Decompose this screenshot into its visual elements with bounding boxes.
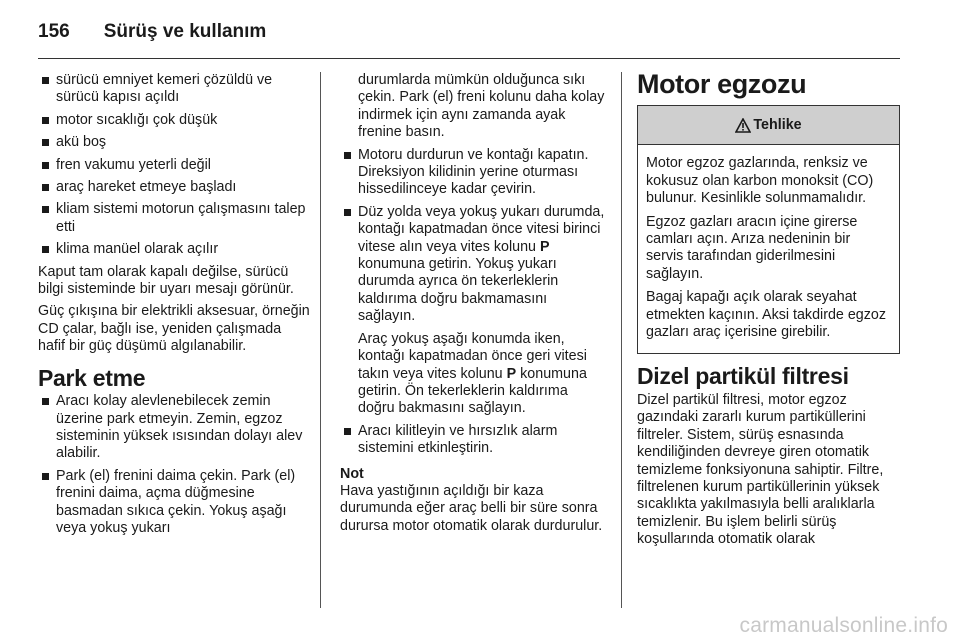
- list-item: motor sıcaklığı çok düşük: [38, 112, 310, 129]
- lock-list: [340, 423, 606, 458]
- list-item: kliam sistemi motorun çalışmasını talep etti: [38, 201, 310, 236]
- header-rule: [38, 58, 900, 59]
- bullet-icon: [344, 209, 351, 216]
- list-item: Aracı kilitleyin ve hırsızlık alarm sistemini etkinleştirin.: [340, 423, 606, 458]
- danger-warning-box: [637, 105, 900, 354]
- column-1: [38, 72, 310, 542]
- column-2: [340, 72, 606, 540]
- column-divider-2: [621, 72, 622, 608]
- gear-p-label: P: [540, 238, 550, 255]
- bullet-icon: [42, 162, 49, 169]
- warning-header: [638, 106, 899, 145]
- watermark: carmanualsonline.info: [739, 614, 948, 637]
- gear-p-label: P: [506, 365, 517, 382]
- bullet-icon: [42, 398, 49, 405]
- bullet-icon: [42, 473, 49, 480]
- power-outlet-paragraph: Güç çıkışına bir elektrikli aksesuar, örneğin CD çalar, bağlı ise, yeniden çalışmada hafif bir güç düşümü algılanabilir.: [38, 303, 310, 355]
- warning-label: Tehlike: [753, 116, 802, 133]
- column-divider-1: [320, 72, 321, 608]
- bullet-icon: [42, 246, 49, 253]
- warning-paragraph: Motor egzoz gazlarında, renksiz ve kokusuz olan karbon monoksit (CO) bulunur. Kesinlikle solunmamalıdır.: [646, 155, 874, 207]
- list-item: akü boş: [38, 134, 310, 151]
- bullet-icon: [42, 206, 49, 213]
- list-item: fren vakumu yeterli değil: [38, 157, 310, 174]
- hood-warning-paragraph: Kaput tam olarak kapalı değilse, sürücü bilgi sisteminde bir uyarı mesajı görünür.: [38, 263, 294, 298]
- note-text: Hava yastığının açıldığı bir kaza durumunda eğer araç belli bir süre sonra durursa motor otomatik olarak durdurulur.: [340, 482, 603, 534]
- bullet-icon: [42, 139, 49, 146]
- page-header: [38, 14, 266, 50]
- warning-triangle-icon: [735, 118, 751, 133]
- bullet-icon: [42, 77, 49, 84]
- list-item: araç hareket etmeye başladı: [38, 179, 310, 196]
- park-heading: Park etme: [38, 364, 146, 391]
- park-list-continued: [340, 147, 606, 326]
- downhill-paragraph: Araç yokuş aşağı konumda iken, kontağı kapatmadan önce geri vitesi takın veya vites kolunu P konumuna getirin. Ön tekerleklerin kaldırıma doğru bakmasını sağlayın.: [358, 330, 587, 417]
- exhaust-heading: Motor egzozu: [637, 69, 807, 99]
- dpf-heading: Dizel partikül filtresi: [637, 363, 849, 390]
- continued-paragraph: durumlarda mümkün olduğunca sıkı çekin. Park (el) freni kolunu daha kolay indirmek için aynı zamanda ayak frenine basın.: [358, 72, 605, 141]
- park-list: [38, 393, 310, 537]
- warning-body: [638, 145, 899, 353]
- warning-paragraph: Bagaj kapağı açık olarak seyahat etmekten kaçının. Aksi takdirde egzoz gazları araç içerisine girebilir.: [646, 289, 886, 341]
- list-item: Motoru durdurun ve kontağı kapatın. Direksiyon kilidinin yerine oturması hissedilinceye kadar çevirin.: [340, 147, 606, 199]
- list-item: Aracı kolay alevlenebilecek zemin üzerine park etmeyin. Zemin, egzoz sisteminin yüksek ısısından dolayı alev alabilir.: [38, 393, 310, 463]
- list-item: Düz yolda veya yokuş yukarı durumda, kontağı kapatmadan önce vitesi birinci vitese alın veya vites kolunu P konumuna getirin. Yokuş yukarı durumda ayrıca ön tekerleklerin kaldırıma doğru bakmamasını sağlayın.: [340, 204, 606, 326]
- list-item: sürücü emniyet kemeri çözüldü ve sürücü kapısı açıldı: [38, 72, 310, 107]
- chapter-title: Sürüş ve kullanım: [103, 21, 267, 42]
- warning-paragraph: Egzoz gazları aracın içine girerse camları açın. Arıza nedeninin bir servis tarafından giderilmesini sağlayın.: [646, 213, 858, 282]
- page-number: 156: [38, 21, 70, 42]
- list-item: Park (el) frenini daima çekin. Park (el) frenini daima, açma düğmesine basmadan sıkıca çekin. Yokuş aşağı veya yokuş yukarı: [38, 468, 310, 538]
- bullet-icon: [42, 117, 49, 124]
- list-item: klima manüel olarak açılır: [38, 241, 310, 258]
- condition-list: [38, 72, 310, 259]
- dpf-paragraph: Dizel partikül filtresi, motor egzoz gazındaki zararlı kurum partiküllerini filtreler. Sistem, sürüş esnasında kendiliğinden devreye giren otomatik temizleme fonksiyonuna sahiptir. Filtre, filtrelenen kurum partiküllerinin yüksek sıcaklıkta yakılmasıyla belli aralıklarla temizlenir. Bu işlem belirli sürüş koşullarında otomatik olarak: [637, 391, 884, 548]
- bullet-icon: [344, 152, 351, 159]
- note-title: Not: [340, 465, 364, 482]
- bullet-icon: [42, 184, 49, 191]
- bullet-icon: [344, 428, 351, 435]
- column-3: [637, 69, 900, 554]
